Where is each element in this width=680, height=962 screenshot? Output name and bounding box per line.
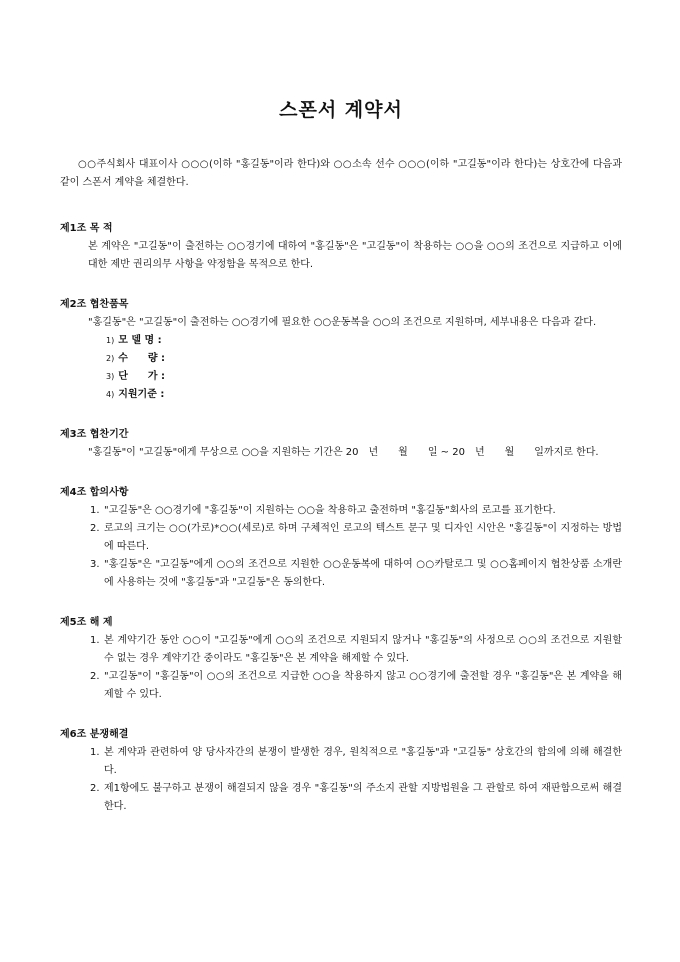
spec-item: 4) 지원기준 : [106, 389, 165, 400]
intro-paragraph: ○○주식회사 대표이사 ○○○(이하 "홍길동"이라 한다)와 ○○소속 선수 ○○○(이하 "고길동"이라 한다)는 상호간에 다음과 같이 스폰서 계약을 체결한다. [60, 159, 622, 188]
article-6 [60, 726, 622, 816]
article-1-title: 제1조 목 적 [60, 223, 113, 234]
article-3 [60, 426, 622, 462]
document-title: 스폰서 계약서 [279, 99, 403, 121]
article-5-title: 제5조 해 제 [60, 617, 113, 628]
spec-item: 3) 단 가 : [106, 371, 166, 382]
article-1 [60, 220, 622, 274]
list-item: 1. 본 계약기간 동안 ○○이 "고길동"에게 ○○의 조건으로 지원되지 않거나 "홍길동"의 사정으로 ○○의 조건으로 지원할 수 없는 경우 계약기간 중이라도 "홍길동"은 본 계약을 해제할 수 있다. [90, 635, 622, 664]
article-1-body: 본 계약은 "고길동"이 출전하는 ○○경기에 대하여 "홍길동"은 "고길동"이 착용하는 ○○을 ○○의 조건으로 지급하고 이에 대한 제반 권리의무 사항을 약정함을 목적으로 한다. [88, 241, 622, 270]
list-item: 2. 제1항에도 불구하고 분쟁이 해결되지 않을 경우 "홍길동"의 주소지 관할 지방법원을 그 관할로 하여 재판함으로써 해결한다. [90, 783, 622, 812]
article-2 [60, 296, 622, 404]
article-6-title: 제6조 분쟁해결 [60, 729, 129, 740]
article-5 [60, 614, 622, 704]
article-4-title: 제4조 합의사항 [60, 487, 129, 498]
list-item: 3. "홍길동"은 "고길동"에게 ○○의 조건으로 지원한 ○○운동복에 대하여 ○○카탈로그 및 ○○홈페이지 협찬상품 소개란에 사용하는 것에 "홍길동"과 "고길동"은 동의한다. [90, 559, 622, 588]
list-item: 2. 로고의 크기는 ○○(가로)*○○(세로)로 하며 구체적인 로고의 텍스트 문구 및 디자인 시안은 "홍길동"이 지정하는 방법에 따른다. [90, 523, 622, 552]
spec-item: 1) 모 델 명 : [106, 335, 162, 346]
article-2-body: "홍길동"은 "고길동"이 출전하는 ○○경기에 필요한 ○○운동복을 ○○의 조건으로 지원하며, 세부내용은 다음과 같다. [88, 317, 597, 328]
list-item: 2. "고길동"이 "홍길동"이 ○○의 조건으로 지급한 ○○을 착용하지 않고 ○○경기에 출전할 경우 "홍길동"은 본 계약을 해제할 수 있다. [90, 671, 622, 700]
spec-item: 2) 수 량 : [106, 353, 166, 364]
article-3-body: "홍길동"이 "고길동"에게 무상으로 ○○을 지원하는 기간은 20 년 월 일 ~ 20 년 월 일까지로 한다. [88, 447, 599, 458]
article-3-title: 제3조 협찬기간 [60, 429, 129, 440]
list-item: 1. "고길동"은 ○○경기에 "홍길동"이 지원하는 ○○을 착용하고 출전하며 "홍길동"회사의 로고를 표기한다. [90, 505, 556, 516]
article-4 [60, 484, 622, 592]
article-2-title: 제2조 협찬품목 [60, 299, 129, 310]
list-item: 1. 본 계약과 관련하여 양 당사자간의 분쟁이 발생한 경우, 원칙적으로 "홍길동"과 "고길동" 상호간의 합의에 의해 해결한다. [90, 747, 622, 776]
